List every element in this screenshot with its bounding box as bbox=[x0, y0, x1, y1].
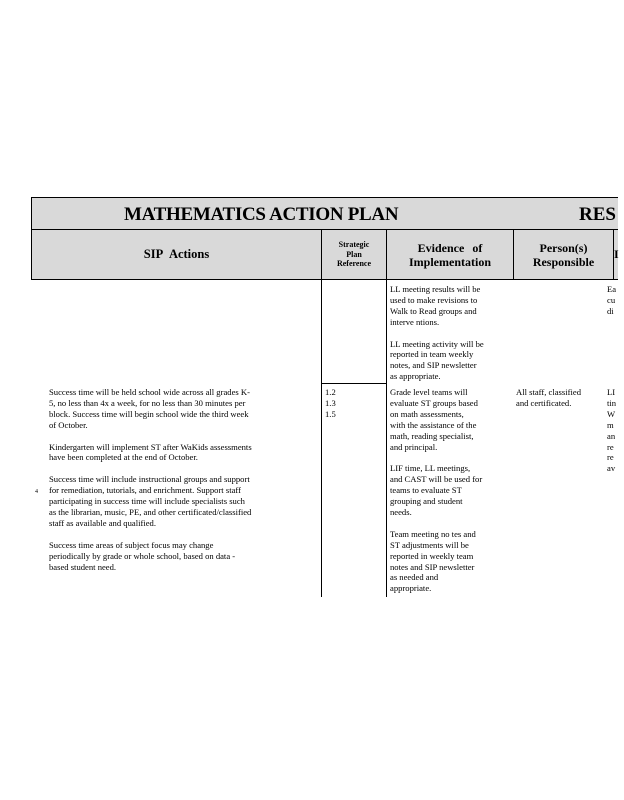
column-divider-evidence bbox=[386, 280, 387, 597]
row2-persons-responsible: All staff, classified and certificated. bbox=[516, 387, 581, 408]
header-strategic-plan-reference: Strategic Plan Reference bbox=[322, 230, 387, 279]
row2-marker: 4 bbox=[35, 489, 38, 495]
row-divider bbox=[321, 383, 387, 384]
header-persons-responsible: Person(s) Responsible bbox=[514, 230, 614, 279]
row2-evidence: Grade level teams will evaluate ST groups based on math assessments, with the assistance of the math, reading specialist, and principal. LIF time, LL meetings, and CAST will be used for teams to evaluate ST grouping and student needs. Team meeting no tes and ST adjustments will be reported in weekly team notes and SIP newsletter as needed and appropriate. bbox=[390, 387, 483, 594]
row2-sip-actions: Success time will be held school wide across all grades K- 5, no less than 4x a week, for no less than 30 minutes per block. Success time will begin school wide the third week of October. Kindergarten will implement ST after WaKids assessments have been completed at the end of October. Success time will include instructional groups and support for remediation, tutorials, and enrichment. Support staff participating in success time will include specialists such as the librarian, music, PE, and other certificated/classified staff as available and qualified. Success time areas of subject focus may change periodically by grade or whole school, based on data - based student need. bbox=[49, 387, 252, 572]
plan-title: MATHEMATICS ACTION PLAN bbox=[124, 204, 399, 225]
column-divider-strategic bbox=[321, 280, 322, 597]
header-last-column-fragment: I bbox=[614, 247, 619, 261]
row2-strategic-reference: 1.2 1.3 1.5 bbox=[325, 387, 336, 419]
row1-last-column: Ea cu di bbox=[607, 284, 617, 316]
table-header-row bbox=[31, 230, 618, 280]
title-band bbox=[31, 197, 618, 230]
row2-last-column: LI tin W m an re re av bbox=[607, 387, 617, 474]
plan-title-right-fragment: RES bbox=[579, 204, 616, 225]
header-sip-actions: SIP Actions bbox=[32, 230, 322, 279]
row1-evidence: LL meeting results will be used to make revisions to Walk to Read groups and interve ntions. LL meeting activity will be reported in team weekly notes, and SIP newsletter as appropriate. bbox=[390, 284, 484, 382]
header-evidence-of-implementation: Evidence of Implementation bbox=[387, 230, 514, 279]
